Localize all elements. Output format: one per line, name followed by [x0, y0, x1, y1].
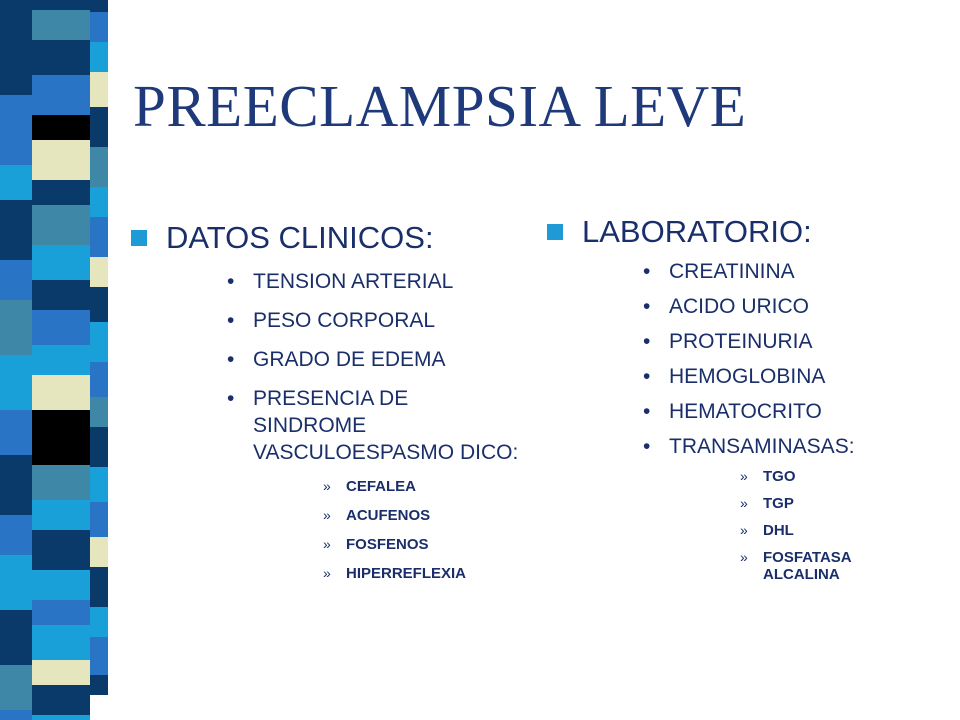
stripe-block	[90, 362, 108, 397]
dot-bullet-icon: •	[643, 260, 651, 283]
stripe-block	[90, 107, 108, 147]
stripe-block	[32, 140, 90, 180]
list-item: • TENSION ARTERIAL	[227, 270, 454, 293]
stripe-block	[32, 310, 90, 345]
clinical-data-column	[131, 220, 531, 594]
stripe-block	[32, 500, 90, 530]
stripe-block	[0, 710, 32, 720]
stripe-block	[32, 465, 90, 500]
stripe-block	[90, 0, 108, 12]
chevron-bullet-icon: »	[323, 478, 331, 494]
stripe-block	[90, 147, 108, 187]
clinical-data-heading	[131, 220, 531, 256]
stripe-block	[90, 567, 108, 607]
stripe-block	[90, 397, 108, 427]
laboratory-list	[643, 258, 927, 460]
stripe-block	[32, 410, 90, 465]
sublist-item: » FOSFENOS	[323, 536, 429, 553]
stripe-block	[32, 115, 90, 140]
chevron-bullet-icon: »	[323, 507, 331, 523]
stripe-block	[32, 10, 90, 40]
stripe-block	[0, 200, 32, 260]
list-item: • PESO CORPORAL	[227, 309, 436, 332]
list-item: • TRANSAMINASAS:	[643, 435, 855, 458]
stripe-block	[90, 537, 108, 567]
stripe-column-inner	[90, 0, 108, 720]
stripe-column-outer	[0, 0, 32, 720]
stripe-block	[0, 95, 32, 165]
stripe-block	[90, 607, 108, 637]
laboratory-column	[547, 214, 927, 593]
chevron-bullet-icon: »	[323, 536, 331, 552]
stripe-block	[90, 467, 108, 502]
stripe-block	[90, 72, 108, 107]
stripe-block	[90, 287, 108, 322]
stripe-block	[0, 355, 32, 410]
laboratory-heading-text: LABORATORIO:	[582, 214, 812, 249]
stripe-column-middle	[32, 0, 90, 720]
stripe-block	[90, 322, 108, 362]
stripe-block	[32, 660, 90, 685]
stripe-block	[0, 410, 32, 455]
dot-bullet-icon: •	[227, 348, 235, 371]
stripe-block	[0, 300, 32, 355]
stripe-block	[0, 260, 32, 300]
dot-bullet-icon: •	[643, 435, 651, 458]
sublist-item: » TGO	[740, 468, 796, 485]
stripe-block	[0, 665, 32, 710]
stripe-block	[0, 515, 32, 555]
stripe-block	[90, 257, 108, 287]
stripe-block	[90, 42, 108, 72]
list-item: • PRESENCIA DE SINDROME VASCULOESPASMO DICO:	[227, 387, 519, 464]
stripe-block	[90, 217, 108, 257]
dot-bullet-icon: •	[227, 270, 235, 293]
dot-bullet-icon: •	[643, 330, 651, 353]
stripe-block	[32, 345, 90, 375]
stripe-block	[32, 205, 90, 245]
stripe-block	[32, 245, 90, 280]
list-item: • ACIDO URICO	[643, 295, 810, 318]
stripe-block	[0, 455, 32, 515]
list-item: • PROTEINURIA	[643, 330, 813, 353]
stripe-block	[32, 0, 90, 10]
stripe-block	[90, 12, 108, 42]
transaminases-sublist	[740, 468, 927, 583]
stripe-block	[90, 675, 108, 695]
sublist-item: » DHL	[740, 522, 794, 539]
dot-bullet-icon: •	[643, 400, 651, 423]
sublist-item: » HIPERREFLEXIA	[323, 565, 467, 582]
chevron-bullet-icon: »	[740, 549, 748, 565]
stripe-block	[32, 600, 90, 625]
stripe-block	[32, 685, 90, 715]
chevron-bullet-icon: »	[323, 565, 331, 581]
stripe-block	[90, 637, 108, 675]
stripe-block	[32, 280, 90, 310]
stripe-block	[0, 555, 32, 610]
stripe-block	[32, 180, 90, 205]
list-item: • HEMATOCRITO	[643, 400, 822, 423]
dot-bullet-icon: •	[643, 295, 651, 318]
sublist-item: » CEFALEA	[323, 478, 417, 495]
square-bullet-icon	[131, 230, 147, 246]
stripe-block	[32, 715, 90, 720]
stripe-block	[0, 0, 32, 95]
clinical-data-list	[227, 268, 531, 466]
dot-bullet-icon: •	[227, 309, 235, 332]
list-item: • HEMOGLOBINA	[643, 365, 826, 388]
decorative-stripe-bar	[0, 0, 110, 720]
laboratory-heading	[547, 214, 927, 250]
dot-bullet-icon: •	[643, 365, 651, 388]
stripe-block	[32, 570, 90, 600]
square-bullet-icon	[547, 224, 563, 240]
stripe-block	[0, 165, 32, 200]
stripe-block	[32, 40, 90, 75]
stripe-block	[90, 427, 108, 467]
dot-bullet-icon: •	[227, 387, 235, 410]
stripe-block	[90, 187, 108, 217]
chevron-bullet-icon: »	[740, 495, 748, 511]
stripe-block	[32, 375, 90, 410]
stripe-block	[32, 530, 90, 570]
sublist-item: » TGP	[740, 495, 794, 512]
chevron-bullet-icon: »	[740, 522, 748, 538]
sublist-item: » ACUFENOS	[323, 507, 431, 524]
stripe-block	[90, 502, 108, 537]
sublist-item: » FOSFATASA ALCALINA	[740, 549, 852, 583]
chevron-bullet-icon: »	[740, 468, 748, 484]
slide-title: PREECLAMPSIA LEVE	[133, 73, 747, 139]
stripe-block	[0, 610, 32, 665]
clinical-data-heading-text: DATOS CLINICOS:	[166, 220, 434, 255]
list-item: • CREATININA	[643, 260, 795, 283]
symptom-sublist	[323, 478, 531, 582]
stripe-block	[32, 625, 90, 660]
list-item: • GRADO DE EDEMA	[227, 348, 446, 371]
stripe-block	[32, 75, 90, 115]
